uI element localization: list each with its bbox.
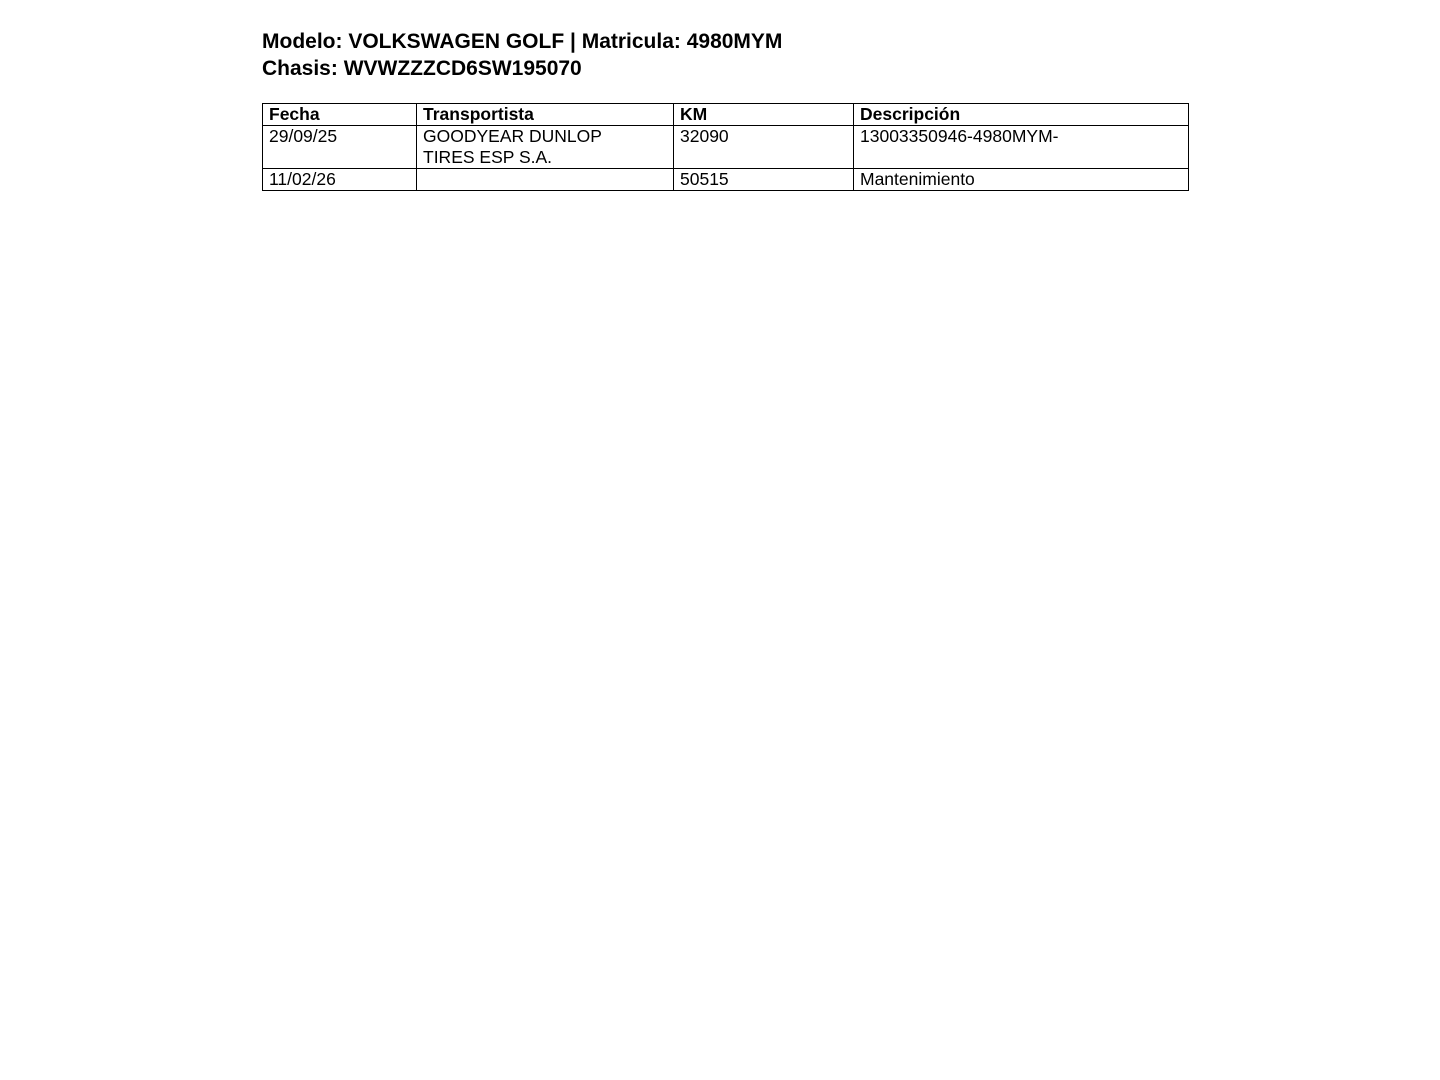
cell-transportista: [417, 126, 674, 169]
cell-fecha: 11/02/26: [263, 169, 417, 191]
table-row: [263, 169, 1189, 191]
cell-fecha: 29/09/25: [263, 126, 417, 169]
service-history-table: [262, 103, 1189, 191]
table-row: [263, 126, 1189, 169]
cell-km: 50515: [674, 169, 854, 191]
vehicle-model-line: Modelo: VOLKSWAGEN GOLF | Matricula: 4980MYM: [262, 30, 783, 53]
document-header: [262, 28, 782, 82]
vehicle-chassis-line: Chasis: WVWZZZCD6SW195070: [262, 57, 582, 80]
cell-transportista: [417, 169, 674, 191]
cell-descripcion: Mantenimiento: [854, 169, 1189, 191]
transportista-line: TIRES ESP S.A.: [423, 147, 553, 167]
column-header-fecha: Fecha: [263, 104, 417, 126]
cell-km: 32090: [674, 126, 854, 169]
column-header-km: KM: [674, 104, 854, 126]
transportista-line: GOODYEAR DUNLOP: [423, 126, 602, 146]
column-header-transportista: Transportista: [417, 104, 674, 126]
cell-descripcion: 13003350946-4980MYM-: [854, 126, 1189, 169]
column-header-descripcion: Descripción: [854, 104, 1189, 126]
table-header-row: [263, 104, 1189, 126]
